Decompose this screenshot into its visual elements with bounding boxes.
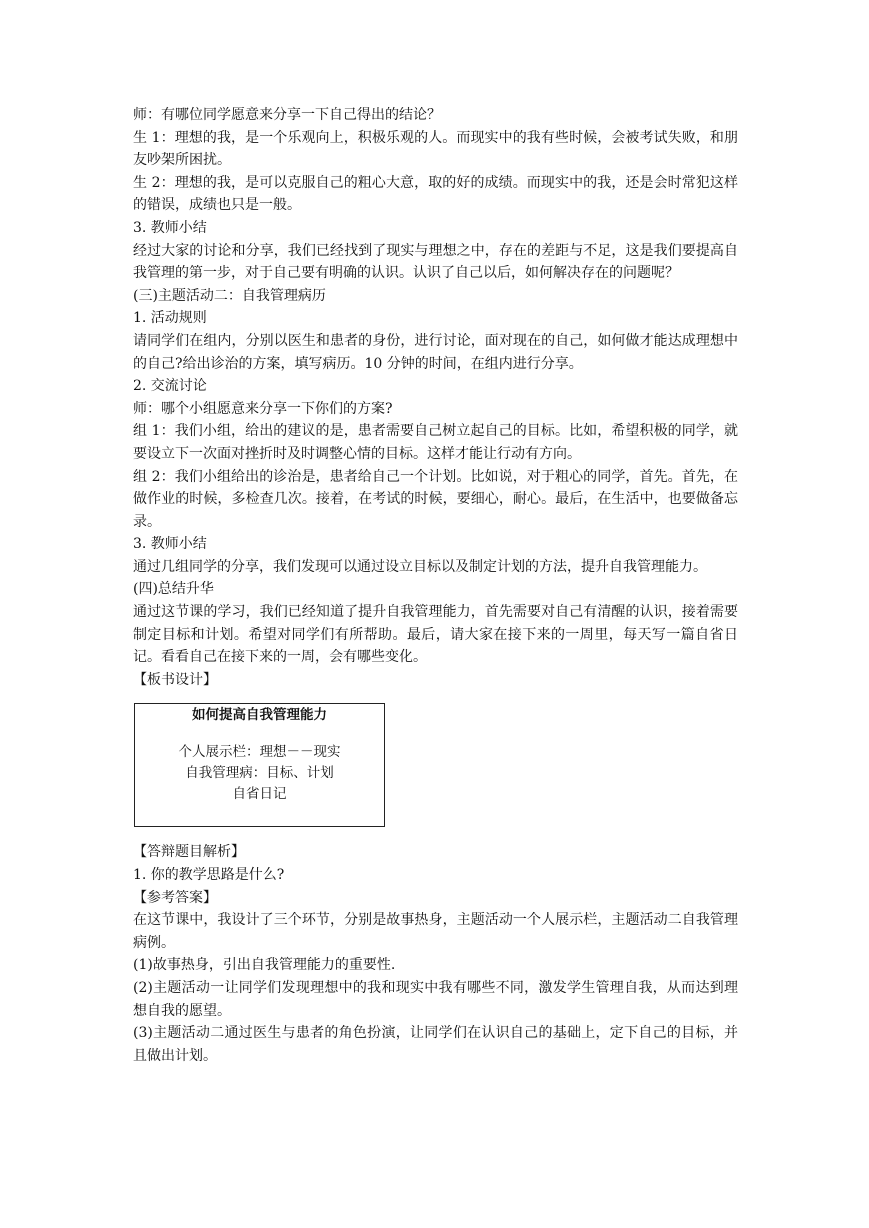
paragraph: 请同学们在组内，分别以医生和患者的身份，进行讨论，面对现在的自己，如何做才能达成理想中的自己?给出诊治的方案，填写病历。10 分钟的时间，在组内进行分享。: [133, 332, 738, 372]
paragraph: 组 2：我们小组给出的诊治是，患者给自己一个计划。比如说，对于粗心的同学，首先。首先，在做作业的时候，多检查几次。接着，在考试的时候，要细心，耐心。最后，在生活中，也要做备忘录。: [133, 468, 738, 530]
board-line-showcase: 个人展示栏：理想－－现实: [178, 744, 341, 761]
section-heading: 3. 教师小结: [133, 219, 207, 236]
paragraph: 师：有哪位同学愿意来分享一下自己得出的结论？: [133, 107, 441, 123]
board-design-box: [134, 703, 385, 827]
section-heading: 2. 交流讨论: [133, 378, 207, 395]
section-heading: 【答辩题目解析】: [133, 844, 245, 861]
section-heading: (三)主题活动二：自我管理病历: [133, 287, 326, 304]
paragraph: 经过大家的讨论和分享，我们已经找到了现实与理想之中，存在的差距与不足，这是我们要提高自我管理的第一步，对于自己要有明确的认识。认识了自己以后，如何解决存在的问题呢？: [133, 242, 738, 282]
paragraph: 通过几组同学的分享，我们发现可以通过设立目标以及制定计划的方法，提升自我管理能力。: [133, 558, 707, 575]
paragraph: 师：哪个小组愿意来分享一下你们的方案?: [133, 400, 393, 417]
board-line-diary: 自省日记: [232, 786, 287, 803]
paragraph: 组 1：我们小组，给出的建议的是，患者需要自己树立起自己的目标。比如，希望积极的同学，就要设立下一次面对挫折时及时调整心情的目标。这样才能让行动有方向。: [133, 423, 738, 462]
section-heading: 【板书设计】: [133, 671, 217, 688]
list-item: (1)故事热身，引出自我管理能力的重要性.: [133, 957, 396, 974]
paragraph: 在这节课中，我设计了三个环节，分别是故事热身，主题活动一个人展示栏，主题活动二自我管理病例。: [133, 912, 738, 951]
paragraph: 生 1：理想的我，是一个乐观向上，积极乐观的人。而现实中的我有些时候，会被考试失败，和朋友吵架所困扰。: [133, 129, 738, 169]
board-line-management: 自我管理病：目标、计划: [185, 765, 334, 782]
section-heading: 【参考答案】: [133, 889, 217, 906]
list-item: (2)主题活动一让同学们发现理想中的我和现实中我有哪些不同，激发学生管理自我，从而达到理想自我的愿望。: [133, 980, 738, 1019]
paragraph: 生 2：理想的我，是可以克服自己的粗心大意，取的好的成绩。而现实中的我，还是会时常犯这样的错误，成绩也只是一般。: [133, 174, 738, 214]
section-heading: 3. 教师小结: [133, 536, 207, 553]
paragraph: 通过这节课的学习，我们已经知道了提升自我管理能力，首先需要对自己有清醒的认识，接着需要制定目标和计划。希望对同学们有所帮助。最后，请大家在接下来的一周里，每天写一篇自省日记。看看自己在接下来的一周，会有哪些变化。: [133, 604, 738, 666]
document-page: [133, 104, 738, 1067]
section-heading: (四)总结升华: [133, 581, 214, 598]
list-item: (3)主题活动二通过医生与患者的角色扮演，让同学们在认识自己的基础上，定下自己的目标，并且做出计划。: [133, 1025, 738, 1064]
board-title: 如何提高自我管理能力: [192, 707, 327, 724]
section-heading: 1. 活动规则: [133, 310, 207, 327]
question: 1. 你的教学思路是什么?: [133, 867, 285, 884]
